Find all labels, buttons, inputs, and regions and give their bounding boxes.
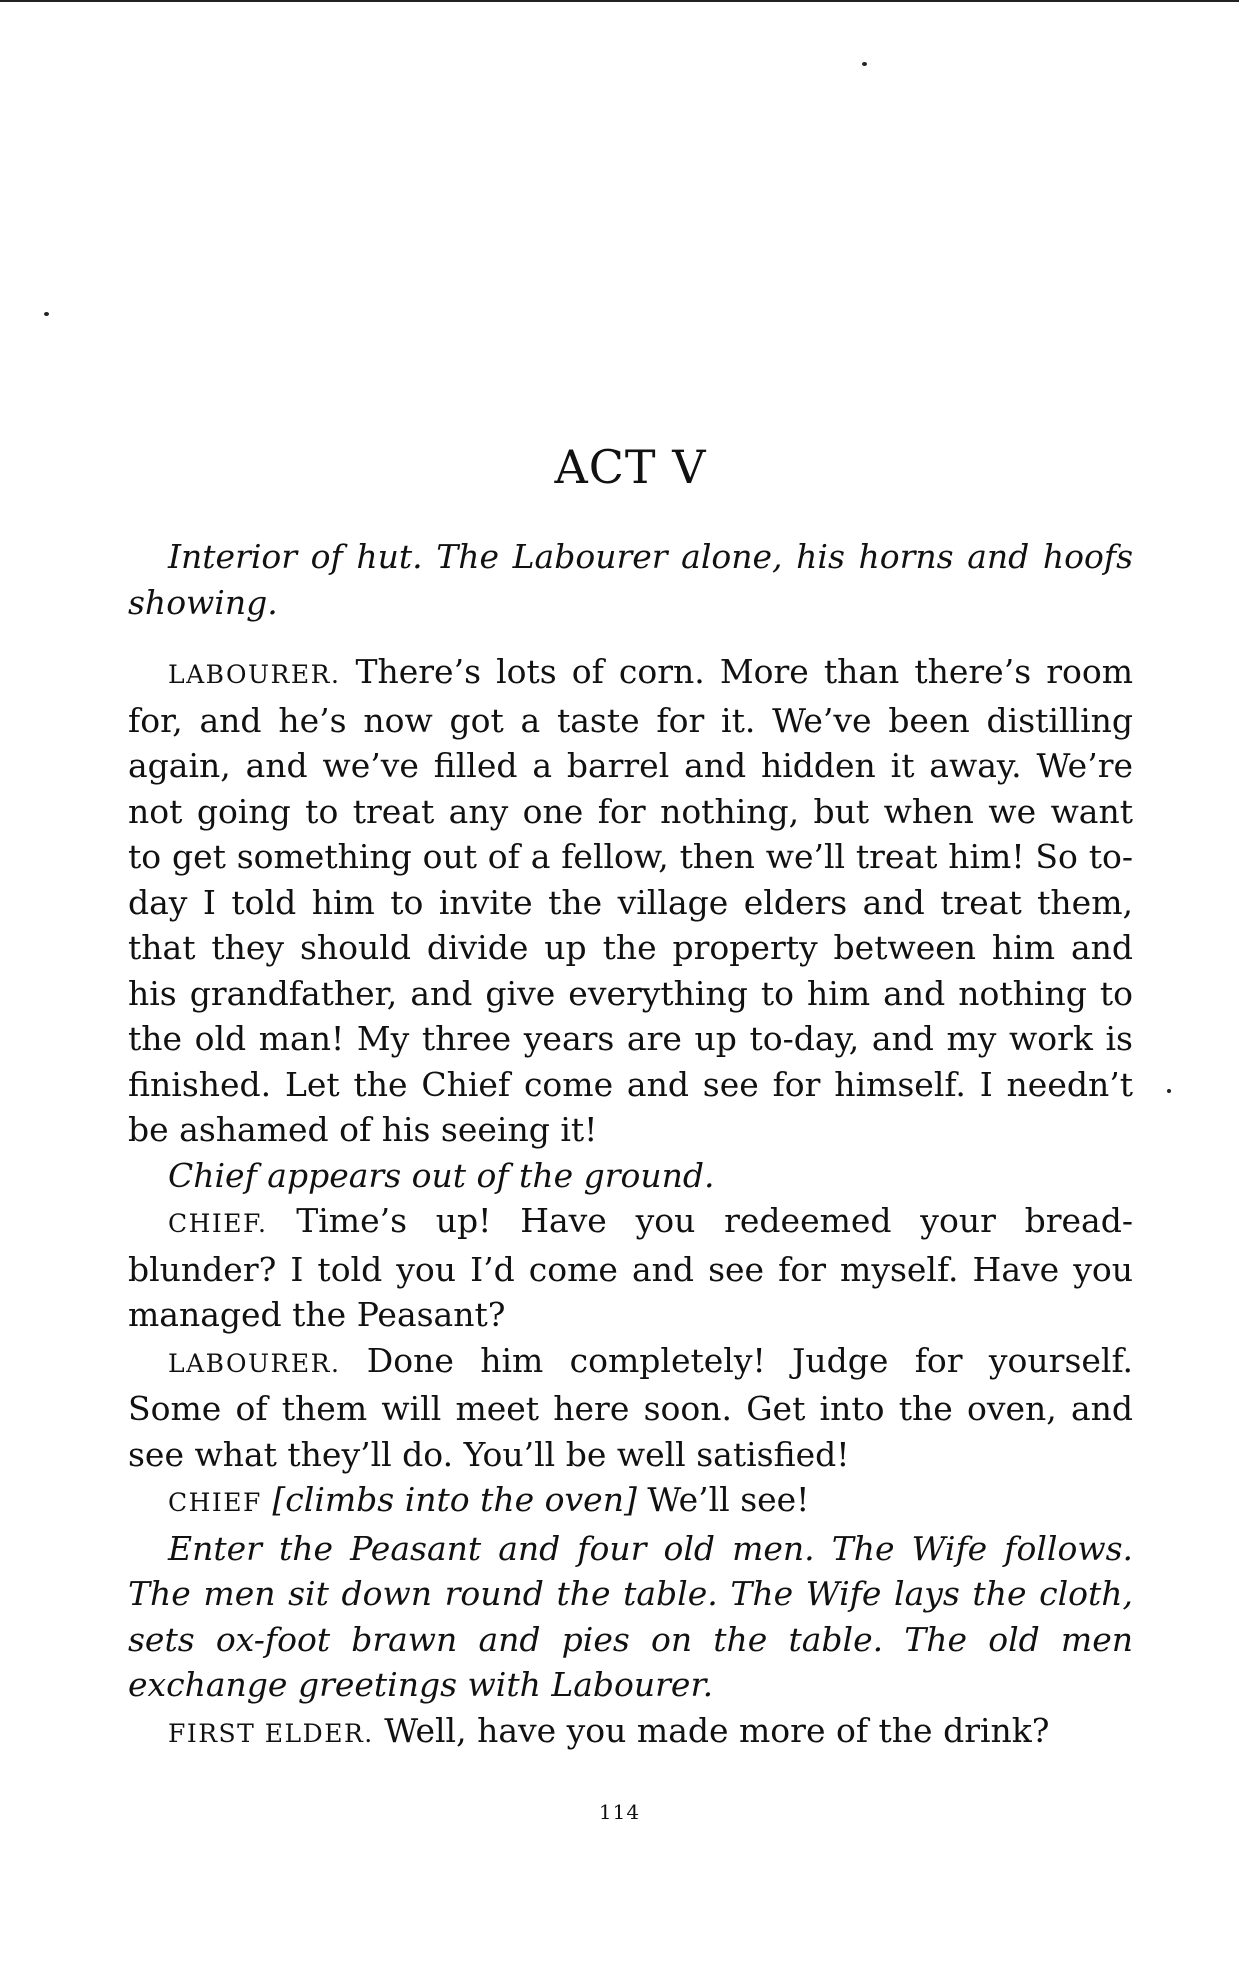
scan-top-border [0,0,1239,2]
act-title: ACT V [554,440,707,494]
opening-stage-direction: Interior of hut. The Labourer alone, his horns and hoofs showing. [128,537,1133,622]
speaker-name: LABOURER. [168,660,341,689]
speaker-name: LABOURER. [168,1348,341,1378]
scan-speck [44,312,49,316]
speech-chief-2 [128,1477,1133,1526]
speaker-name: FIRST ELDER. [168,1718,374,1748]
speech-first-elder [128,1708,1133,1757]
speech-text: Time’s up! Have you redeemed your bread-blunder? I told you I’d come and see for myself. Have you managed the Peasant? [128,1201,1133,1334]
stage-direction: Enter the Peasant and four old men. The Wife follows. The men sit down round the table. The Wife lays the cloth, sets ox-foot brawn and pies on the table. The old men exchange greetings with Labourer. [128,1528,1133,1704]
speech-text: Done him completely! Judge for yourself. Some of them will meet here soon. Get into the oven, and see what they’ll do. You’ll be well satisfied! [128,1340,1133,1474]
speech-text: We’ll see! [647,1480,810,1519]
speaker-name: CHIEF [168,1488,262,1517]
inline-stage-direction: [climbs into the oven] [272,1480,637,1519]
speech-labourer-1 [128,649,1133,1153]
stage-direction: Chief appears out of the ground. [168,1155,715,1195]
scan-speck [1167,1089,1171,1093]
page-number: 114 [598,1800,641,1824]
speech-labourer-2 [128,1338,1133,1478]
page-body [128,440,1133,1756]
speech-text: There’s lots of corn. More than there’s room for, and he’s now got a taste for it. We’ve been distilling again, and we’ve filled a barrel and hidden it away. We’re not going to treat any one for nothing, but when we want to get something out of a fellow, then we’ll treat him! So to-day I told him to invite the village elders and treat them, that they should divide up the property between him and his grandfather, and give everything to him and nothing to the old man! My three years are up to-day, and my work is finished. Let the Chief come and see for himself. I needn’t be ashamed of his seeing it! [128,652,1134,1149]
speech-chief-1 [128,1198,1133,1338]
speech-text: Well, have you made more of the drink? [384,1710,1050,1750]
speaker-name: CHIEF. [168,1209,268,1238]
scan-speck [862,62,867,66]
